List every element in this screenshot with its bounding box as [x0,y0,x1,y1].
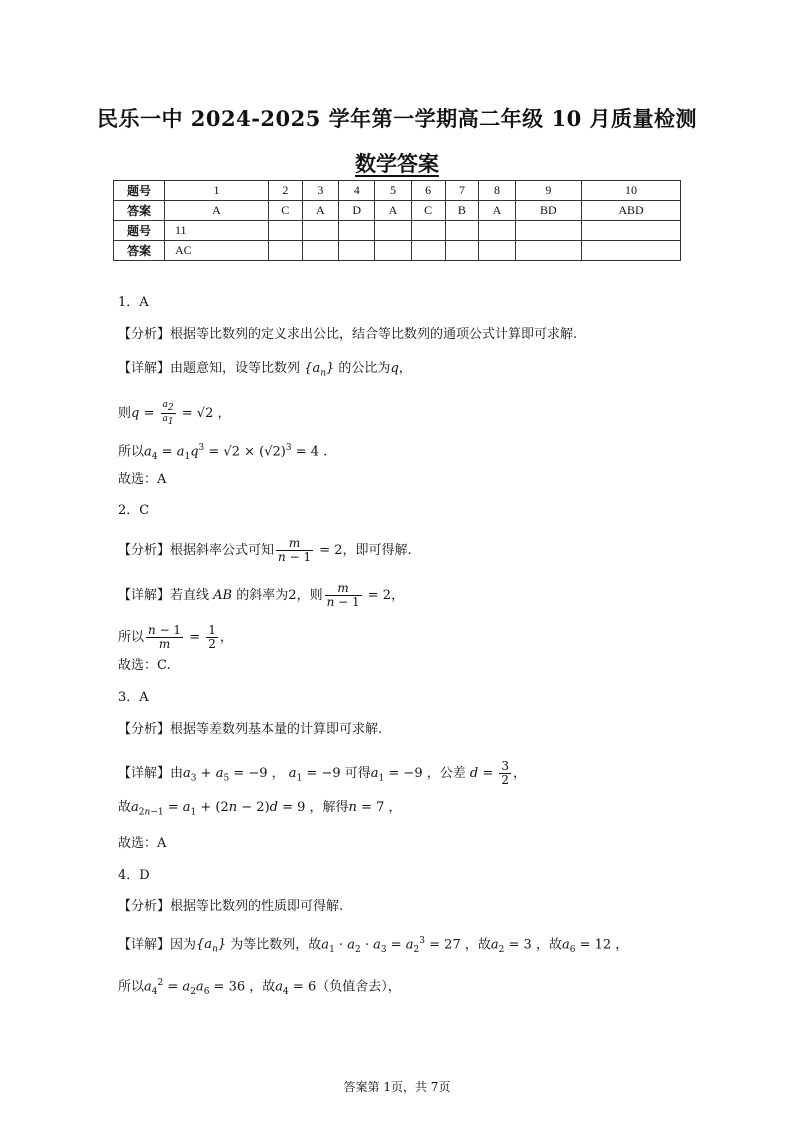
q1-heading: 1．A [118,295,149,310]
table-cell: ABD [582,201,681,221]
table-cell [302,241,338,261]
q4-detail: 【详解】因为$\{a_n\}$ 为等比数列，故$a_1 \cdot a_2 \cdot a_3 = a_2^3 = 27$ ，故$a_2 = 3$ ，故$a_6 = 12$ ， [118,936,629,955]
q4-analysis: 【分析】根据等比数列的性质即可得解. [118,899,344,914]
table-cell [339,221,375,241]
table-cell: 4 [339,181,375,201]
q3-heading: 3．A [118,690,149,705]
table-header-cell: 答案 [114,241,165,261]
table-cell [268,241,302,261]
table-cell [445,221,479,241]
table-cell [411,241,445,261]
table-row [114,241,681,261]
table-header-cell: 题号 [114,181,165,201]
table-cell [479,241,515,261]
table-row [114,221,681,241]
table-cell: A [302,201,338,221]
q1-ratio: 则q = $\frac{a_2}{a_1}$ = √2 ， [118,400,231,427]
page-title: 民乐一中 2024-2025 学年第一学期高二年级 10 月质量检测 [96,106,698,131]
table-cell: 8 [479,181,515,201]
table-cell [445,241,479,261]
table-cell: 6 [411,181,445,201]
answer-table [113,180,681,261]
q3-choice: 故选：A [118,836,167,851]
table-cell: A [375,201,411,221]
table-cell: BD [515,201,581,221]
table-cell: 3 [302,181,338,201]
table-cell [411,221,445,241]
table-cell: 1 [165,181,269,201]
q2-choice: 故选：C. [118,658,171,673]
table-header-cell: 答案 [114,201,165,221]
table-row [114,181,681,201]
table-cell [339,241,375,261]
table-cell [375,241,411,261]
table-cell [375,221,411,241]
table-cell [515,241,581,261]
table-cell: A [165,201,269,221]
q1-choice: 故选：A [118,472,167,487]
table-cell: C [411,201,445,221]
q1-detail: 【详解】由题意知，设等比数列 $\{a_n\}$ 的公比为q， [118,361,412,379]
table-cell: 5 [375,181,411,201]
q3-analysis: 【分析】根据等差数列基本量的计算即可求解. [118,722,383,737]
table-header-cell: 题号 [114,221,165,241]
q2-compute: 所以 $\frac{n - 1}{m}$ = $\frac{1}{2}$ ， [118,623,233,651]
q2-analysis: 【分析】根据斜率公式可知 $\frac{m}{n - 1}$ = 2，即可得解. [118,536,412,564]
table-cell: C [268,201,302,221]
page-subtitle: 数学答案 [355,151,439,176]
q4-heading: 4．D [118,868,150,883]
table-cell: D [339,201,375,221]
table-cell [302,221,338,241]
table-cell [268,221,302,241]
table-cell: 9 [515,181,581,201]
page-footer: 答案第 1页，共 7页 [343,1080,451,1094]
q2-heading: 2．C [118,503,150,518]
table-cell: 7 [445,181,479,201]
q4-compute: 所以$a_4^2 = a_2a_6 = 36$ ，故$a_4 = 6$（负值舍去）， [118,978,401,997]
table-cell [479,221,515,241]
q1-analysis: 【分析】根据等比数列的定义求出公比，结合等比数列的通项公式计算即可求解. [118,327,578,342]
q2-detail: 【详解】若直线 AB 的斜率为2，则 $\frac{m}{n - 1}$ = 2， [118,581,405,609]
table-cell: A [479,201,515,221]
table-cell: 11 [165,221,269,241]
q1-compute: 所以$a_4 = a_1q^3 = √2 \times (√2)^3 = 4$ . [118,443,328,462]
table-cell: B [445,201,479,221]
table-cell [582,241,681,261]
table-cell: AC [165,241,269,261]
table-cell: 10 [582,181,681,201]
table-cell: 2 [268,181,302,201]
q3-detail: 【详解】由$a_3 + a_5 = -9$ ， $a_1 = -9$ 可得$a_1 = -9$ ，公差 d = $\frac{3}{2}$ ， [118,759,527,787]
table-row [114,201,681,221]
q3-compute: 故$a_{2n-1} = a_1 + (2n - 2)d = 9$ ，解得n = 7 ， [118,800,402,818]
table-cell [515,221,581,241]
table-cell [582,221,681,241]
